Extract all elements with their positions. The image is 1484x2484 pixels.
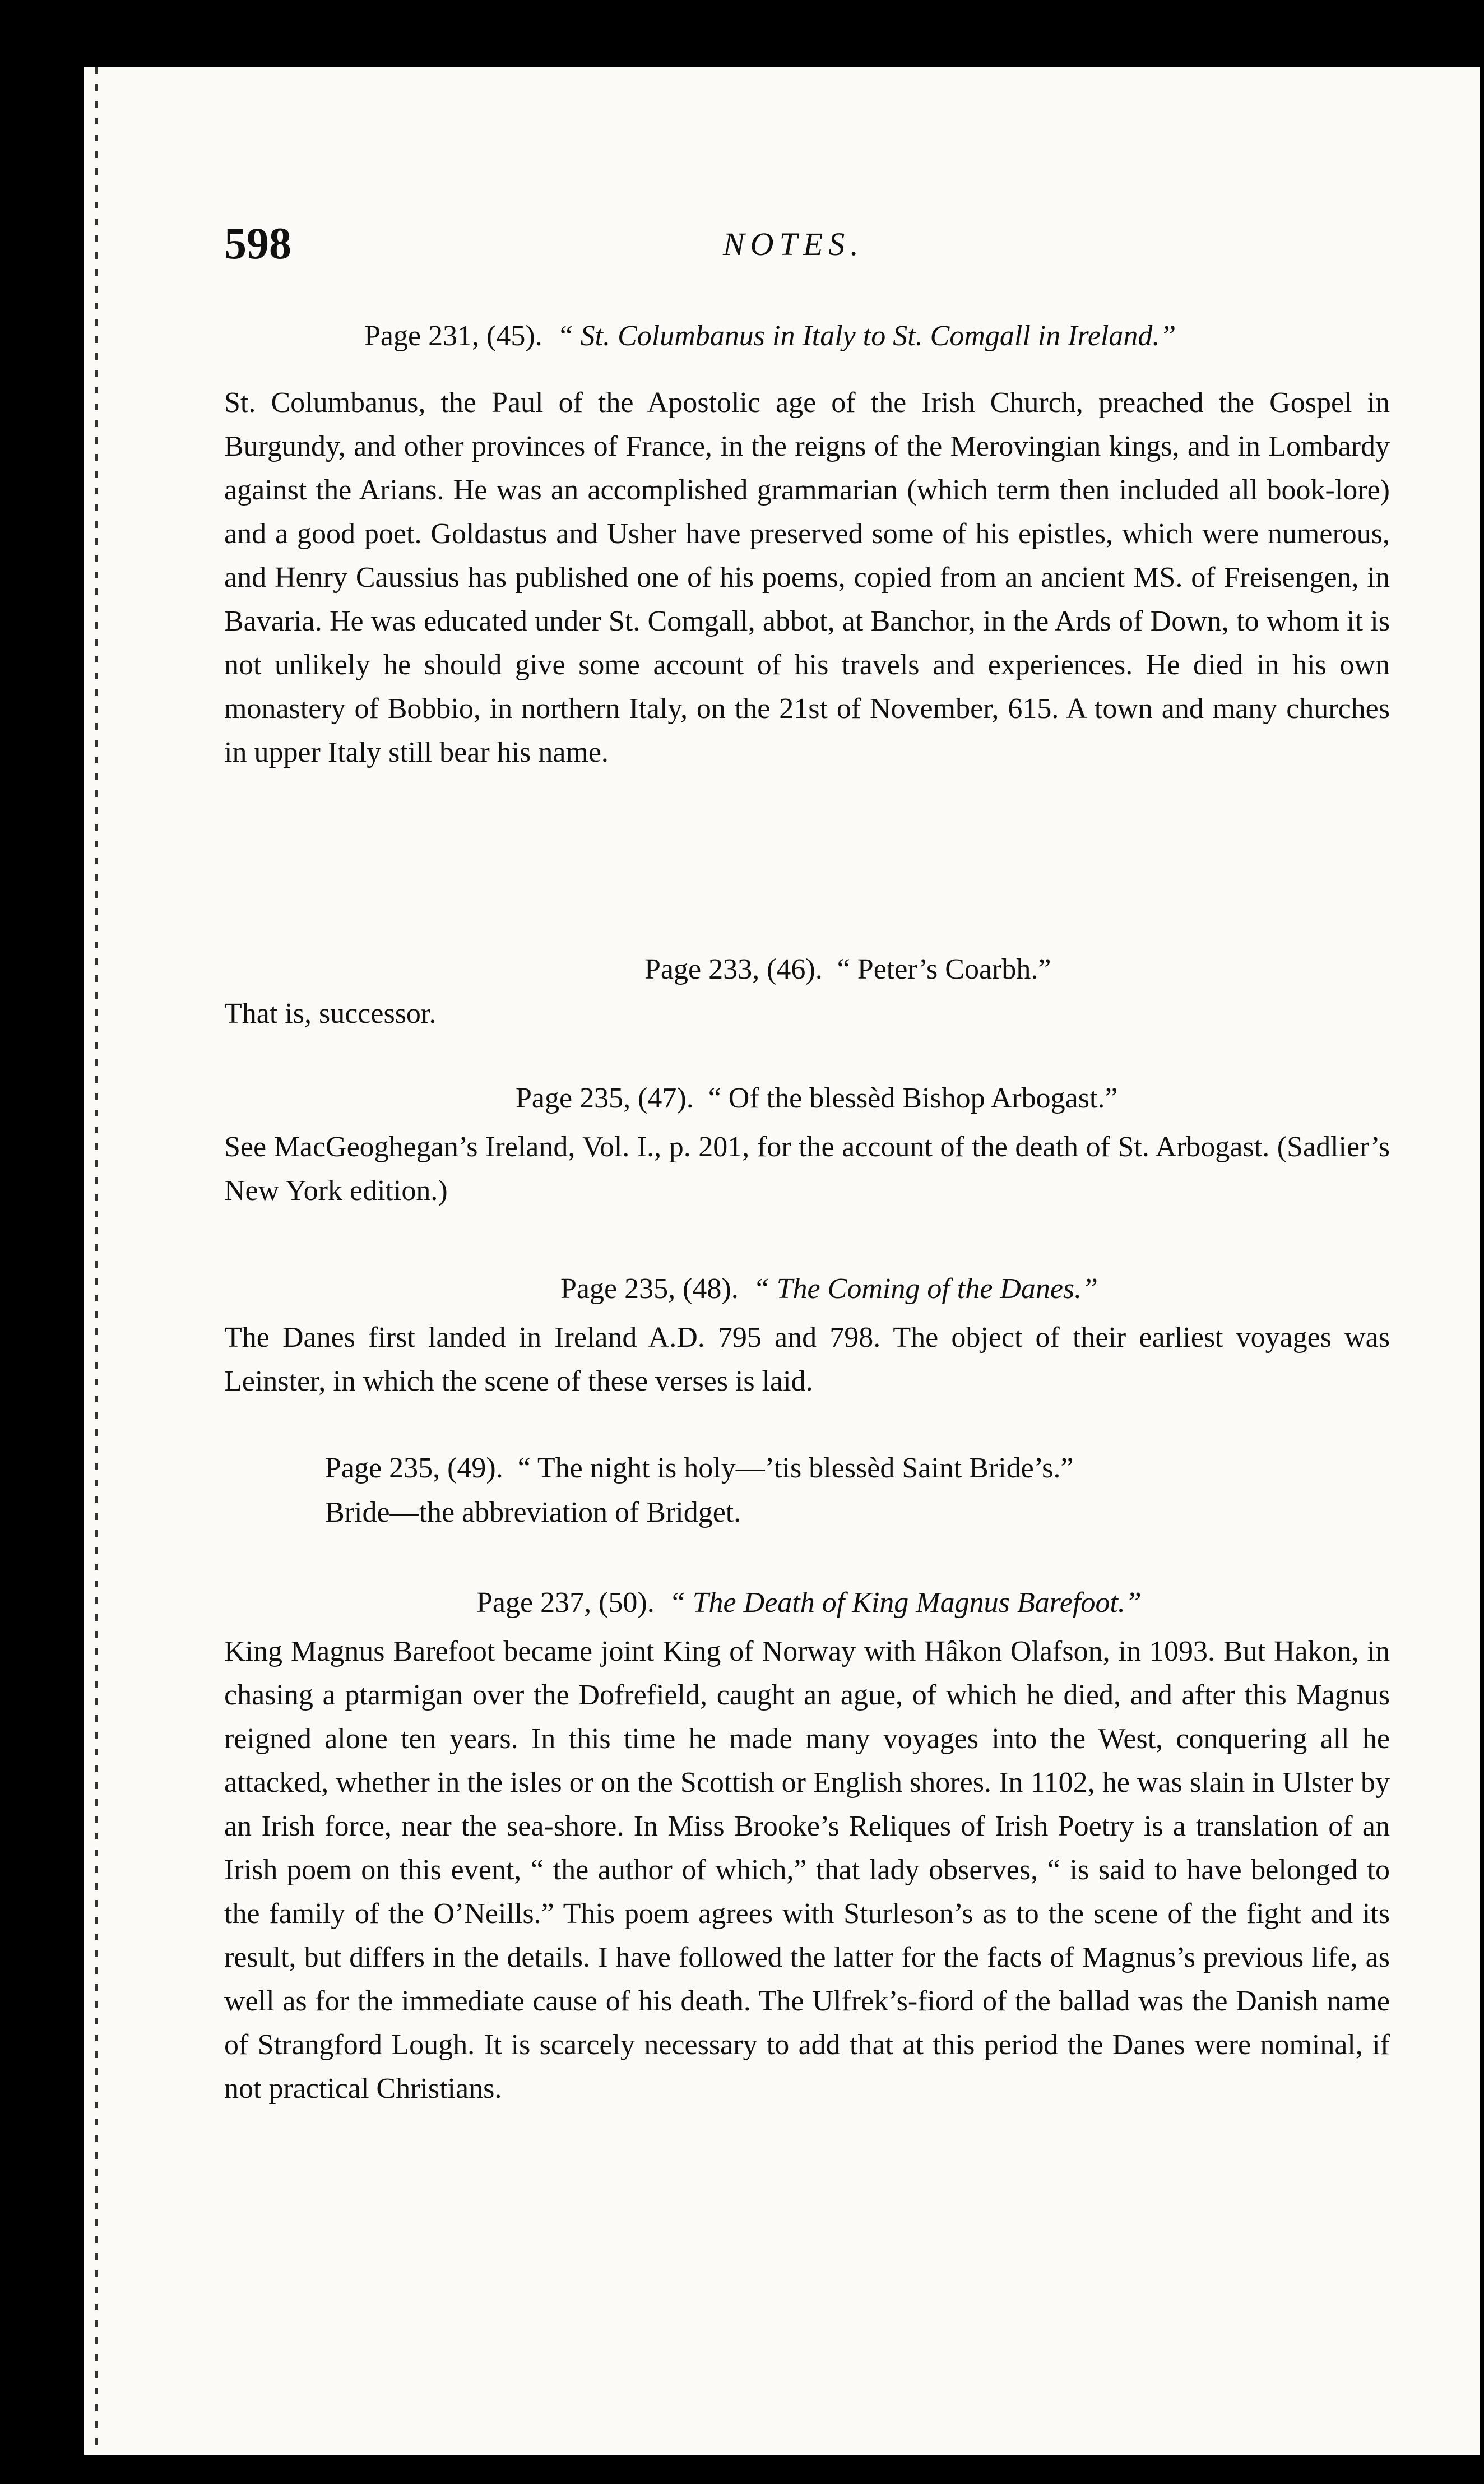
page-header bbox=[84, 219, 1480, 286]
note-body bbox=[224, 992, 1390, 1036]
note-heading bbox=[224, 1446, 1390, 1491]
running-head: NOTES. bbox=[723, 226, 864, 262]
note-body bbox=[224, 1491, 1390, 1535]
note-title: “ Of the blessèd Bishop Arbogast.” bbox=[708, 1082, 1118, 1114]
note-heading bbox=[224, 1076, 1390, 1121]
note-heading bbox=[224, 947, 1390, 992]
note-title: “ Peter’s Coarbh.” bbox=[837, 953, 1051, 985]
note-heading bbox=[224, 1267, 1390, 1311]
note-title: “ The Coming of the Danes.” bbox=[753, 1273, 1098, 1305]
note-text: King Magnus Barefoot became joint King of Norway with Hâkon Olafson, in 1093. But Hakon, in chasing a ptarmigan over the Dofrefield, caught an ague, of which he died, and after this Magnus reigned alone ten years. In this time he made many voyages into the West, conquering all he attacked, whether in the isles or on the Scottish or English shores. In 1102, he was slain in Ulster by an Irish force, near the sea-shore. In Miss Brooke’s Reliques of Irish Poetry is a translation of an Irish poem on this event, “ the author of which,” that lady observes, “ is said to have belonged to the family of the O’Neills.” This poem agrees with Sturleson’s as to the scene of the fight and its result, but differs in the details. I have followed the latter for the facts of Magnus’s previous life, as well as for the immediate cause of his death. The Ulfrek’s-fiord of the ballad was the Danish name of Strangford Lough. It is scarcely necessary to add that at this period the Danes were nominal, if not practical Christians. bbox=[224, 1635, 1390, 2105]
note-title: “ The night is holy—’tis blessèd Saint Bride’s.” bbox=[517, 1452, 1074, 1484]
note-ref: Page 231, (45). bbox=[364, 320, 542, 352]
note-text: Bride—the abbreviation of Bridget. bbox=[325, 1496, 741, 1528]
note-ref: Page 235, (47). bbox=[516, 1082, 694, 1114]
note-text: That is, successor. bbox=[224, 998, 437, 1030]
note-text: The Danes first landed in Ireland A.D. 795 and 798. The object of their earliest voyages was Leinster, in which the scene of these verses is laid. bbox=[224, 1322, 1390, 1397]
note-ref: Page 235, (49). bbox=[325, 1452, 503, 1484]
page-edge-marks bbox=[95, 67, 98, 2455]
note-body bbox=[224, 1316, 1390, 1403]
note-body bbox=[224, 1125, 1390, 1213]
page-number: 598 bbox=[224, 219, 291, 268]
note-46 bbox=[224, 947, 1390, 1036]
note-text: See MacGeoghegan’s Ireland, Vol. I., p. 201, for the account of the death of St. Arbogast. (Sadlier’s New York edition.) bbox=[224, 1131, 1390, 1207]
note-ref: Page 233, (46). bbox=[644, 953, 823, 985]
note-49 bbox=[224, 1446, 1390, 1535]
note-heading bbox=[224, 1581, 1390, 1625]
note-ref: Page 235, (48). bbox=[560, 1273, 739, 1305]
note-text: St. Columbanus, the Paul of the Apostolic age of the Irish Church, preached the Gospel in Burgundy, and other provinces of France, in the reigns of the Merovingian kings, and in Lombardy against the Arians. He was an accomplished grammarian (which term then included all book-lore) and a good poet. Goldastus and Usher have preserved some of his epistles, which were numerous, and Henry Caussius has published one of his poems, copied from an ancient MS. of Freisengen, in Bavaria. He was educated under St. Comgall, abbot, at Banchor, in the Ards of Down, to whom it is not unlikely he should give some account of his travels and experiences. He died in his own monastery of Bobbio, in northern Italy, on the 21st of November, 615. A town and many churches in upper Italy still bear his name. bbox=[224, 387, 1390, 768]
note-ref: Page 237, (50). bbox=[476, 1587, 655, 1619]
note-title: “ St. Columbanus in Italy to St. Comgall in Ireland.” bbox=[556, 320, 1176, 352]
note-body bbox=[224, 1630, 1390, 2111]
note-body bbox=[224, 381, 1390, 775]
note-48 bbox=[224, 1267, 1390, 1403]
note-heading bbox=[224, 314, 1390, 359]
book-page bbox=[84, 67, 1480, 2455]
note-title: “ The Death of King Magnus Barefoot.” bbox=[669, 1587, 1142, 1619]
note-50 bbox=[224, 1581, 1390, 2111]
note-47 bbox=[224, 1076, 1390, 1213]
note-45 bbox=[224, 314, 1390, 775]
